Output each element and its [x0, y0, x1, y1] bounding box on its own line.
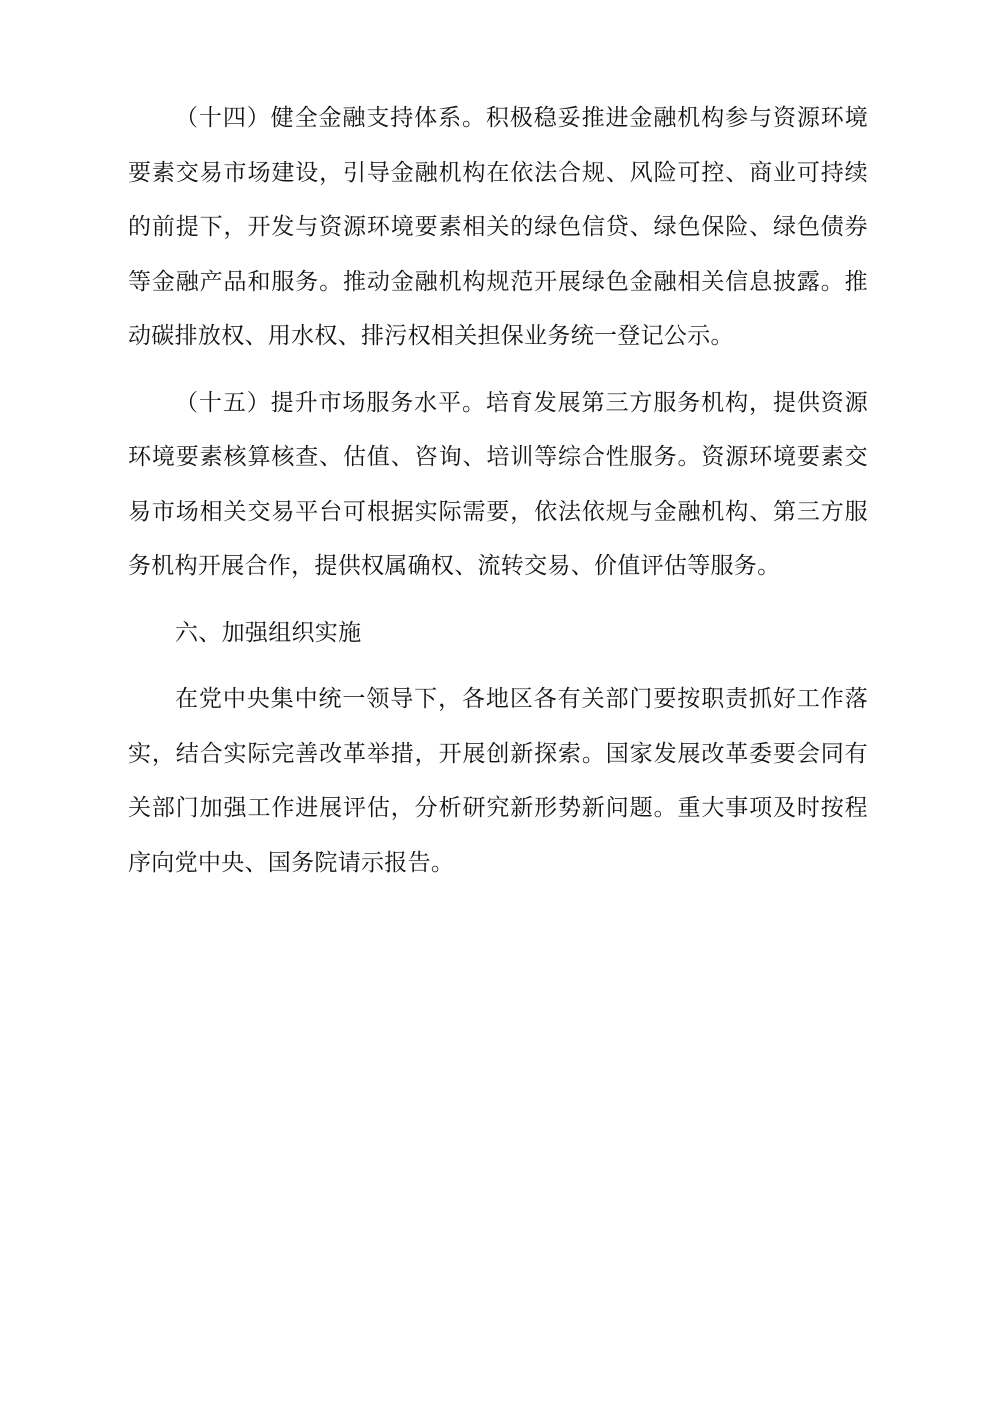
- paragraph-financial-support: （十四）健全金融支持体系。积极稳妥推进金融机构参与资源环境要素交易市场建设，引导金融机构在依法合规、风险可控、商业可持续的前提下，开发与资源环境要素相关的绿色信贷、绿色保险、绿色债券等金融产品和服务。推动金融机构规范开展绿色金融相关信息披露。推动碳排放权、用水权、排污权相关担保业务统一登记公示。: [128, 105, 868, 349]
- paragraph-market-service: （十五）提升市场服务水平。培育发展第三方服务机构，提供资源环境要素核算核查、估值、咨询、培训等综合性服务。资源环境要素交易市场相关交易平台可根据实际需要，依法依规与金融机构、第三方服务机构开展合作，提供权属确权、流转交易、价值评估等服务。: [128, 389, 868, 579]
- document-body: [128, 91, 868, 890]
- section-heading-organization: 六、加强组织实施: [175, 619, 362, 646]
- paragraph-implementation: 在党中央集中统一领导下，各地区各有关部门要按职责抓好工作落实，结合实际完善改革举措，开展创新探索。国家发展改革委要会同有关部门加强工作进展评估，分析研究新形势新问题。重大事项及时按程序向党中央、国务院请示报告。: [128, 686, 868, 876]
